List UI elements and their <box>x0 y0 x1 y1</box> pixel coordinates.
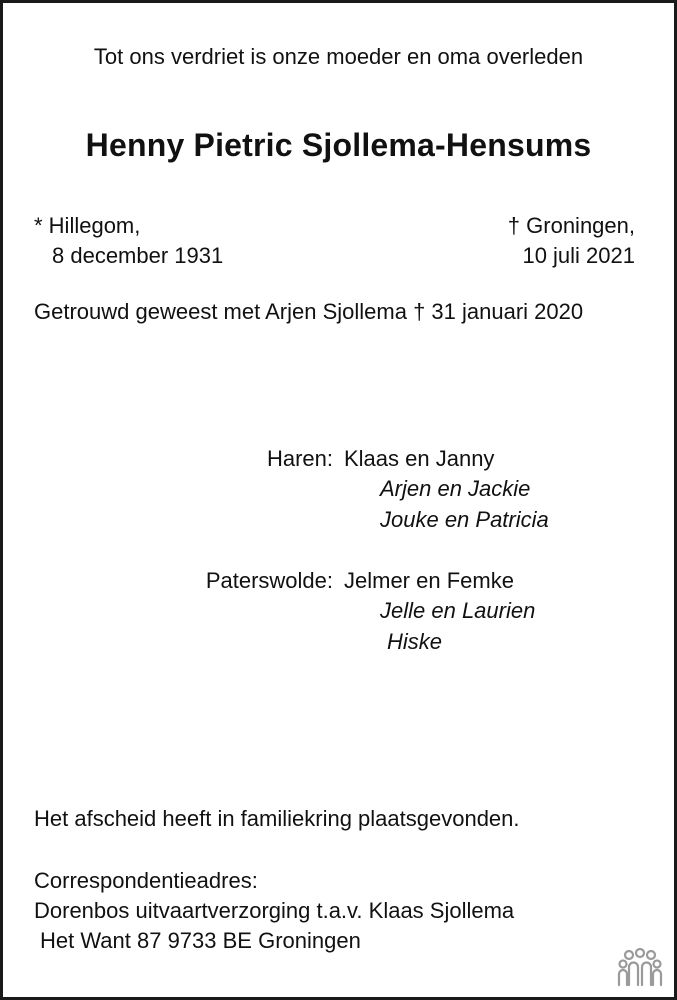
correspondence-label: Correspondentieadres: <box>34 868 258 893</box>
family-name: Jouke en Patricia <box>380 507 549 532</box>
deceased-name: Henny Pietric Sjollema-Hensums <box>85 127 592 163</box>
married-text: Getrouwd geweest met Arjen Sjollema † 31 januari 2020 <box>34 299 584 324</box>
birth-date: 8 december 1931 <box>52 243 224 268</box>
correspondence-line-1: Dorenbos uitvaartverzorging t.a.v. Klaas Sjollema <box>34 898 515 923</box>
correspondence-line-2: Het Want 87 9733 BE Groningen <box>40 928 361 953</box>
farewell-text: Het afscheid heeft in familiekring plaatsgevonden. <box>34 806 520 831</box>
family-name: Hiske <box>387 629 443 654</box>
family-place: Paterswolde: <box>205 568 333 593</box>
family-name: Klaas en Janny <box>344 446 495 471</box>
intro-text: Tot ons verdriet is onze moeder en oma overleden <box>93 44 584 69</box>
family-name: Arjen en Jackie <box>380 476 531 501</box>
death-place: † Groningen, <box>507 213 635 238</box>
family-name: Jelle en Laurien <box>380 598 536 623</box>
birth-place: * Hillegom, <box>34 213 141 238</box>
family-name: Jelmer en Femke <box>344 568 514 593</box>
death-date: 10 juli 2021 <box>522 243 635 268</box>
family-figures-icon <box>615 947 665 987</box>
family-place: Haren: <box>266 446 333 471</box>
